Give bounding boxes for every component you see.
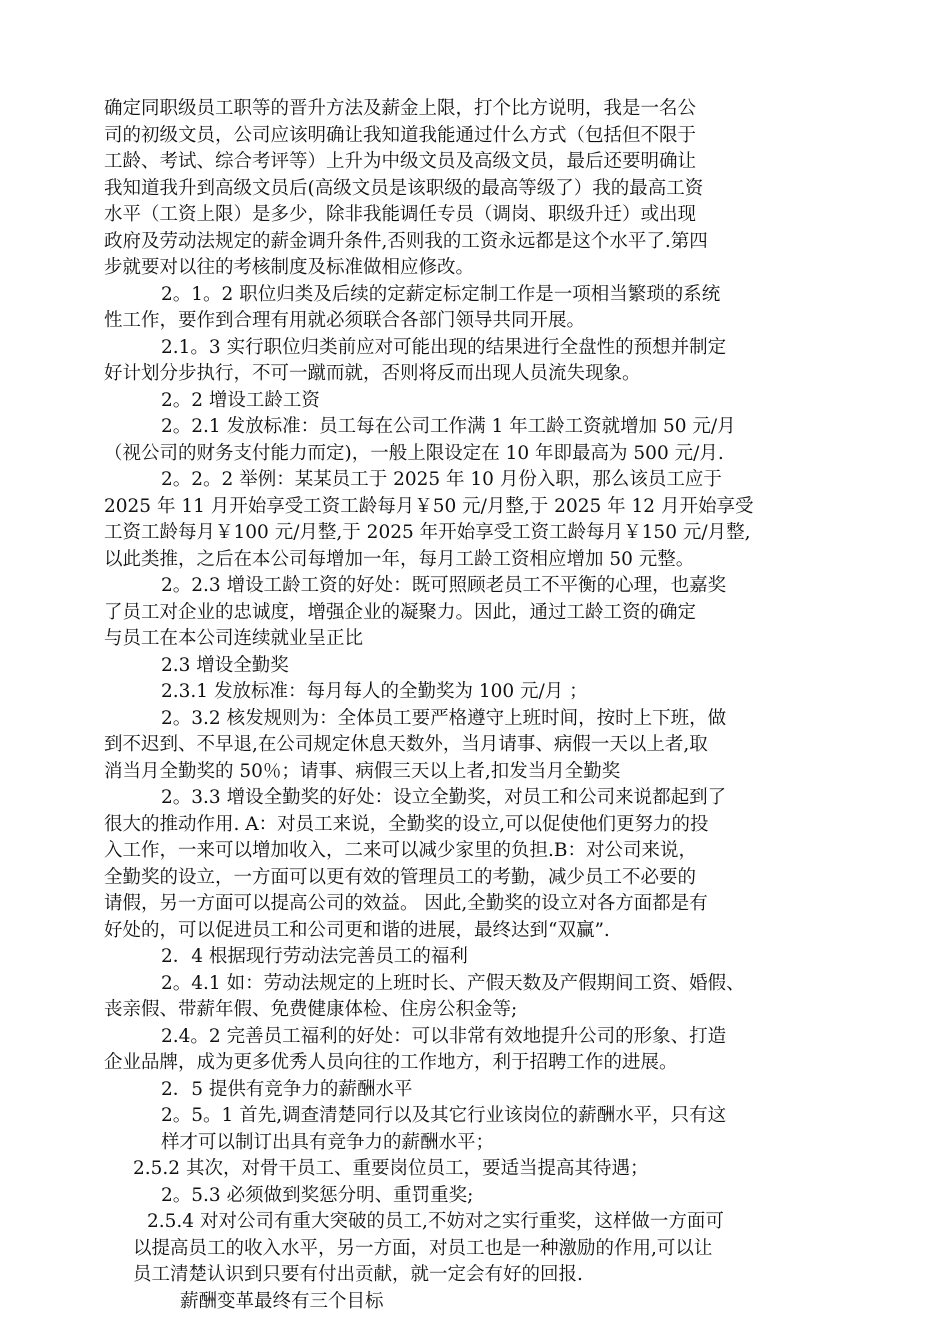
text-line: 2.4。2 完善员工福利的好处：可以非常有效地提升公司的形象、打造: [161, 1026, 727, 1047]
text-line: 2。2.1 发放标准：员工每在公司工作满 1 年工龄工资就增加 50 元/月: [161, 416, 736, 437]
section-heading: 2．4 根据现行劳动法完善员工的福利: [161, 946, 468, 967]
text-line: 2。2。2 举例：某某员工于 2025 年 10 月份入职，那么该员工应于: [161, 469, 722, 490]
text-line: 工资工龄每月￥100 元/月整,于 2025 年开始享受工资工龄每月￥150 元/月整,: [104, 522, 751, 543]
text-line: 2.1。3 实行职位归类前应对可能出现的结果进行全盘性的预想并制定: [161, 337, 727, 358]
text-line: 确定同职级员工职等的晋升方法及薪金上限，打个比方说明，我是一名公: [104, 98, 697, 119]
text-line: 请假，另一方面可以提高公司的效益。 因此,全勤奖的设立对各方面都是有: [104, 893, 708, 914]
text-line: 全勤奖的设立，一方面可以更有效的管理员工的考勤，减少员工不必要的: [104, 867, 697, 888]
text-line: 好处的，可以促进员工和公司更和谐的进展，最终达到“双赢”.: [104, 920, 610, 941]
text-line: 步就要对以往的考核制度及标准做相应修改。: [104, 257, 475, 278]
text-line: 司的初级文员，公司应该明确让我知道我能通过什么方式（包括但不限于: [104, 125, 697, 146]
text-line: 性工作，要作到合理有用就必须联合各部门领导共同开展。: [104, 310, 586, 331]
text-line: 2。1。2 职位归类及后续的定薪定标定制工作是一项相当繁琐的系统: [161, 284, 721, 305]
text-line: 企业品牌，成为更多优秀人员向往的工作地方，利于招聘工作的进展。: [104, 1052, 678, 1073]
text-line: 2.5.2 其次，对骨干员工、重要岗位员工，要适当提高其待遇；: [133, 1158, 649, 1179]
text-line: 与员工在本公司连续就业呈正比: [104, 628, 364, 649]
text-line: 到不迟到、不早退,在公司规定休息天数外，当月请事、病假一天以上者,取: [104, 734, 708, 755]
text-line: 以提高员工的收入水平，另一方面，对员工也是一种激励的作用,可以让: [133, 1238, 713, 1259]
section-heading: 2.3 增设全勤奖: [161, 655, 289, 676]
text-line: 好计划分步执行，不可一蹴而就，否则将反而出现人员流失现象。: [104, 363, 641, 384]
text-line: 2。5.3 必须做到奖惩分明、重罚重奖;: [161, 1185, 474, 1206]
text-line: 2。3.2 核发规则为：全体员工要严格遵守上班时间，按时上下班，做: [161, 708, 727, 729]
text-line: 丧亲假、带薪年假、免费健康体检、住房公积金等;: [104, 999, 518, 1020]
text-line: 2。4.1 如：劳动法规定的上班时长、产假天数及产假期间工资、婚假、: [161, 973, 745, 994]
text-line: 政府及劳动法规定的薪金调升条件,否则我的工资永远都是这个水平了.第四: [104, 231, 708, 252]
text-line: 消当月全勤奖的 50％；请事、病假三天以上者,扣发当月全勤奖: [104, 761, 621, 782]
text-line: 水平（工资上限）是多少，除非我能调任专员（调岗、职级升迁）或出现: [104, 204, 697, 225]
text-line: 员工清楚认识到只要有付出贡献，就一定会有好的回报.: [133, 1264, 583, 1285]
text-line: 很大的推动作用. A：对员工来说，全勤奖的设立,可以促使他们更努力的投: [104, 814, 709, 835]
text-line: 2。3.3 增设全勤奖的好处：设立全勤奖，对员工和公司来说都起到了: [161, 787, 727, 808]
text-line: 2。2.3 增设工龄工资的好处：既可照顾老员工不平衡的心理，也嘉奖: [161, 575, 727, 596]
section-heading: 2．5 提供有竞争力的薪酬水平: [161, 1079, 413, 1100]
text-line: 2。5。1 首先,调查清楚同行以及其它行业该岗位的薪酬水平，只有这: [161, 1105, 727, 1126]
text-line: （视公司的财务支付能力而定)，一般上限设定在 10 年即最高为 500 元/月.: [104, 443, 724, 464]
text-line: 入工作，一来可以增加收入，二来可以减少家里的负担.B：对公司来说，: [104, 840, 697, 861]
text-line: 样才可以制订出具有竞争力的薪酬水平；: [161, 1132, 495, 1153]
text-line: 2.3.1 发放标准：每月每人的全勤奖为 100 元/月 ；: [161, 681, 588, 702]
text-line: 2.5.4 对对公司有重大突破的员工,不妨对之实行重奖，这样做一方面可: [147, 1211, 724, 1232]
text-line: 薪酬变革最终有三个目标: [180, 1291, 384, 1312]
text-line: 我知道我升到高级文员后(高级文员是该职级的最高等级了）我的最高工资: [104, 178, 704, 199]
section-heading: 2。2 增设工龄工资: [161, 390, 320, 411]
text-line: 以此类推，之后在本公司每增加一年，每月工龄工资相应增加 50 元整。: [104, 549, 695, 570]
text-line: 了员工对企业的忠诚度，增强企业的凝聚力。因此，通过工龄工资的确定: [104, 602, 697, 623]
text-line: 工龄、考试、综合考评等）上升为中级文员及高级文员，最后还要明确让: [104, 151, 697, 172]
text-line: 2025 年 11 月开始享受工资工龄每月￥50 元/月整,于 2025 年 12 月开始享受: [104, 496, 754, 517]
